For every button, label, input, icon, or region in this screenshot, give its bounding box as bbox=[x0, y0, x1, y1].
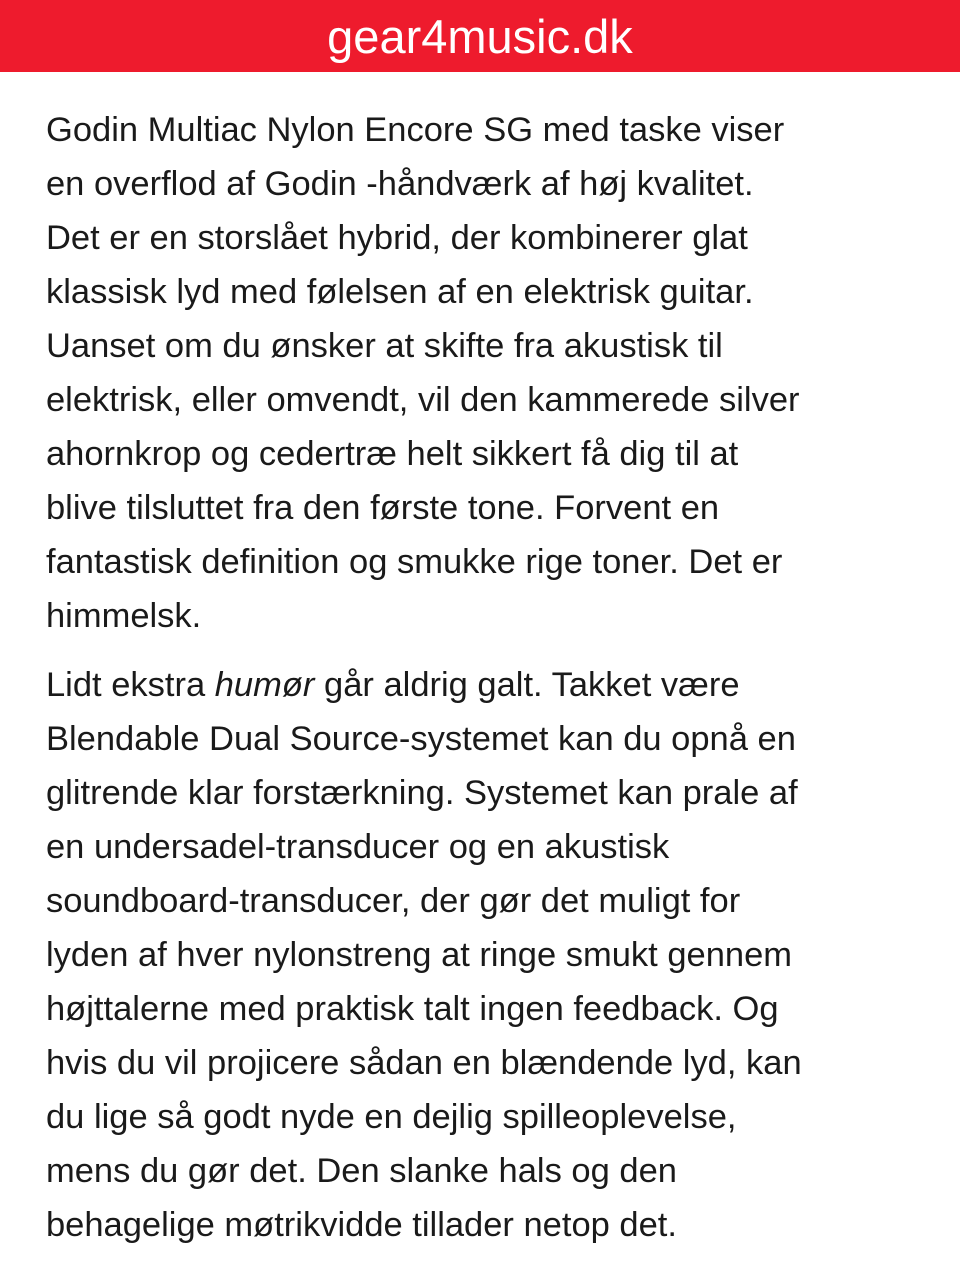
text-line: soundboard-transducer, der gør det muligt for bbox=[46, 882, 741, 920]
text-line bbox=[46, 658, 914, 712]
site-header bbox=[0, 0, 960, 72]
text-line: ahornkrop og cedertræ helt sikkert få dig til at bbox=[46, 435, 739, 473]
text-line: fantastisk definition og smukke rige toner. Det er bbox=[46, 543, 783, 581]
text-segment: går aldrig galt. Takket være bbox=[314, 666, 740, 704]
text-line: himmelsk. bbox=[46, 597, 202, 635]
text-line: en overflod af Godin -håndværk af høj kvalitet. bbox=[46, 165, 754, 203]
text-line: behagelige møtrikvidde tillader netop det. bbox=[46, 1206, 677, 1244]
text-line: klassisk lyd med følelsen af en elektrisk guitar. bbox=[46, 273, 754, 311]
text-line: lyden af hver nylonstreng at ringe smukt gennem bbox=[46, 936, 792, 974]
text-line: hvis du vil projicere sådan en blændende lyd, kan bbox=[46, 1044, 802, 1082]
description-paragraph-1 bbox=[46, 103, 914, 643]
site-title[interactable]: gear4music.dk bbox=[327, 9, 633, 63]
emphasis-text: humør bbox=[214, 666, 315, 704]
description-paragraph-2 bbox=[46, 658, 914, 1252]
text-line: elektrisk, eller omvendt, vil den kammerede silver bbox=[46, 381, 800, 419]
text-line: blive tilsluttet fra den første tone. Forvent en bbox=[46, 489, 720, 527]
text-line: Blendable Dual Source-systemet kan du opnå en bbox=[46, 720, 796, 758]
text-line: mens du gør det. Den slanke hals og den bbox=[46, 1152, 677, 1190]
text-segment: Lidt ekstra bbox=[46, 666, 215, 704]
text-line: højttalerne med praktisk talt ingen feedback. Og bbox=[46, 990, 779, 1028]
text-line: Det er en storslået hybrid, der kombinerer glat bbox=[46, 219, 748, 257]
text-line: glitrende klar forstærkning. Systemet kan prale af bbox=[46, 774, 798, 812]
product-description bbox=[0, 103, 960, 1252]
text-line: en undersadel-transducer og en akustisk bbox=[46, 828, 670, 866]
text-line: Godin Multiac Nylon Encore SG med taske viser bbox=[46, 111, 785, 149]
text-line: Uanset om du ønsker at skifte fra akustisk til bbox=[46, 327, 723, 365]
text-line: du lige så godt nyde en dejlig spilleoplevelse, bbox=[46, 1098, 737, 1136]
